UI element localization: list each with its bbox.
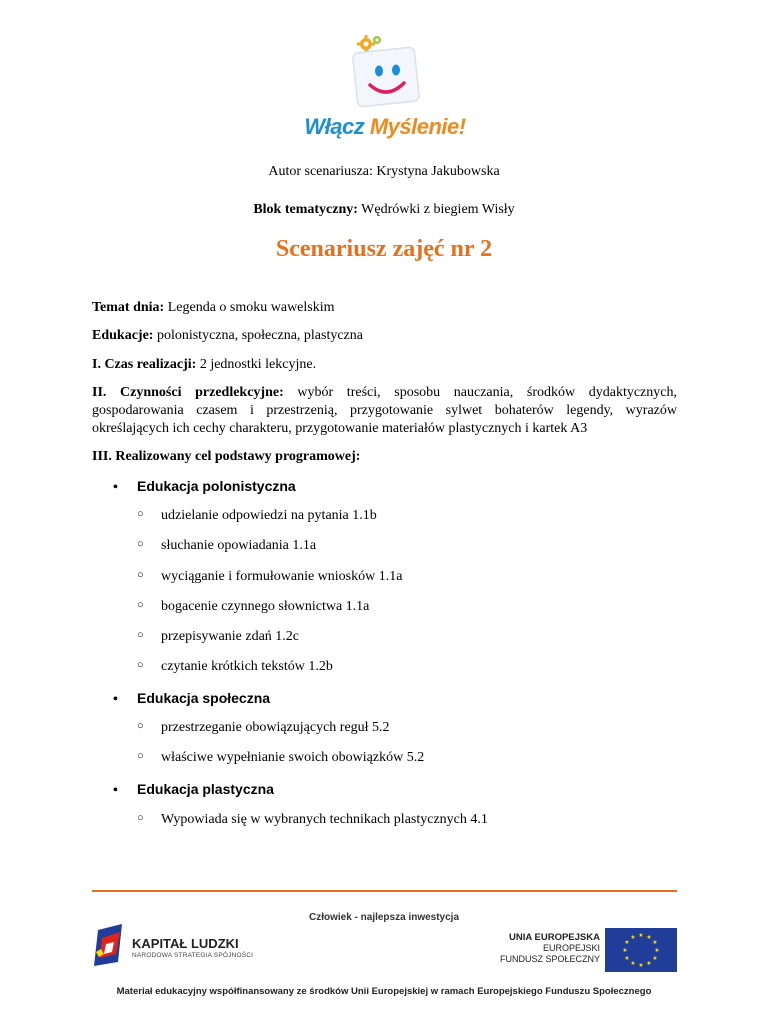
- list-item: ○ Wypowiada się w wybranych technikach plastycznych 4.1: [137, 812, 488, 827]
- svg-text:★: ★: [630, 960, 636, 967]
- list-item: ○ słuchanie opowiadania 1.1a: [137, 538, 317, 553]
- circle-bullet-icon: ○: [137, 750, 144, 762]
- svg-text:★: ★: [638, 932, 644, 939]
- activities-paragraph: II. Czynności przedlekcyjne: wybór treści, sposobu nauczania, środków dydaktycznych, gospodarowania czasem i przestrzenią, przygotowanie sylwet bohaterów legendy, wyrazów określających ich cechy charakteru, przygotowanie materiałów plastycznych i kartek A3: [92, 385, 677, 436]
- kapital-ludzki-name: KAPITAŁ LUDZKI: [132, 936, 239, 951]
- circle-bullet-icon: ○: [137, 569, 144, 581]
- svg-text:★: ★: [624, 939, 630, 946]
- circle-bullet-icon: ○: [137, 599, 144, 611]
- bullet-icon: •: [113, 480, 118, 495]
- list-item: ○ przepisywanie zdań 1.2c: [137, 629, 299, 644]
- list-item: ○ bogacenie czynnego słownictwa 1.1a: [137, 599, 370, 614]
- kapital-ludzki-emblem-icon: [92, 922, 132, 972]
- wlacz-myslenie-logo: [300, 30, 470, 160]
- circle-bullet-icon: ○: [137, 538, 144, 550]
- svg-text:★: ★: [624, 955, 630, 962]
- svg-text:★: ★: [652, 955, 658, 962]
- section-art: • Edukacja plastyczna: [113, 781, 274, 798]
- circle-bullet-icon: ○: [137, 629, 144, 641]
- svg-text:★: ★: [630, 934, 636, 941]
- circle-bullet-icon: ○: [137, 812, 144, 824]
- svg-text:★: ★: [652, 939, 658, 946]
- eu-flag-icon: [605, 928, 677, 972]
- svg-text:★: ★: [638, 962, 644, 969]
- svg-text:★: ★: [622, 947, 628, 954]
- section-social: • Edukacja społeczna: [113, 690, 271, 707]
- svg-text:★: ★: [654, 947, 660, 954]
- list-item: ○ czytanie krótkich tekstów 1.2b: [137, 659, 333, 674]
- list-item: ○ właściwe wypełnianie swoich obowiązków 5.2: [137, 750, 425, 765]
- list-item: ○ przestrzeganie obowiązujących reguł 5.2: [137, 720, 390, 735]
- eu-text-block: UNIA EUROPEJSKA EUROPEJSKI FUNDUSZ SPOŁECZNY: [499, 932, 600, 964]
- svg-text:★: ★: [646, 934, 652, 941]
- footer-tagline: Człowiek - najlepsza inwestycja: [308, 912, 460, 923]
- logo-wordmark: Włącz Myślenie!: [304, 114, 466, 139]
- cofinancing-note: Materiał edukacyjny współfinansowany ze środków Unii Europejskiej w ramach Europejskiego Funduszu Społecznego: [116, 986, 652, 997]
- svg-text:★: ★: [646, 960, 652, 967]
- goal-heading: III. Realizowany cel podstawy programowej:: [92, 449, 361, 464]
- time-line: I. Czas realizacji: 2 jednostki lekcyjne.: [92, 357, 317, 372]
- circle-bullet-icon: ○: [137, 720, 144, 732]
- page-title: Scenariusz zajęć nr 2: [275, 236, 493, 262]
- smiley-icon: [300, 30, 470, 120]
- kapital-ludzki-logo: [92, 922, 262, 974]
- list-item: ○ wyciąganie i formułowanie wniosków 1.1a: [137, 569, 403, 584]
- footer-divider: [92, 890, 677, 892]
- circle-bullet-icon: ○: [137, 508, 144, 520]
- topic-line: Temat dnia: Legenda o smoku wawelskim: [92, 300, 335, 315]
- section-polish: • Edukacja polonistyczna: [113, 478, 296, 495]
- thematic-block: Blok tematyczny: Wędrówki z biegiem Wisły: [253, 202, 515, 217]
- bullet-icon: •: [113, 783, 118, 798]
- education-line: Edukacje: polonistyczna, społeczna, plastyczna: [92, 328, 363, 343]
- kapital-ludzki-subtitle: NARODOWA STRATEGIA SPÓJNOŚCI: [132, 952, 254, 959]
- bullet-icon: •: [113, 692, 118, 707]
- list-item: ○ udzielanie odpowiedzi na pytania 1.1b: [137, 508, 377, 523]
- author-line: Autor scenariusza: Krystyna Jakubowska: [268, 164, 500, 179]
- circle-bullet-icon: ○: [137, 659, 144, 671]
